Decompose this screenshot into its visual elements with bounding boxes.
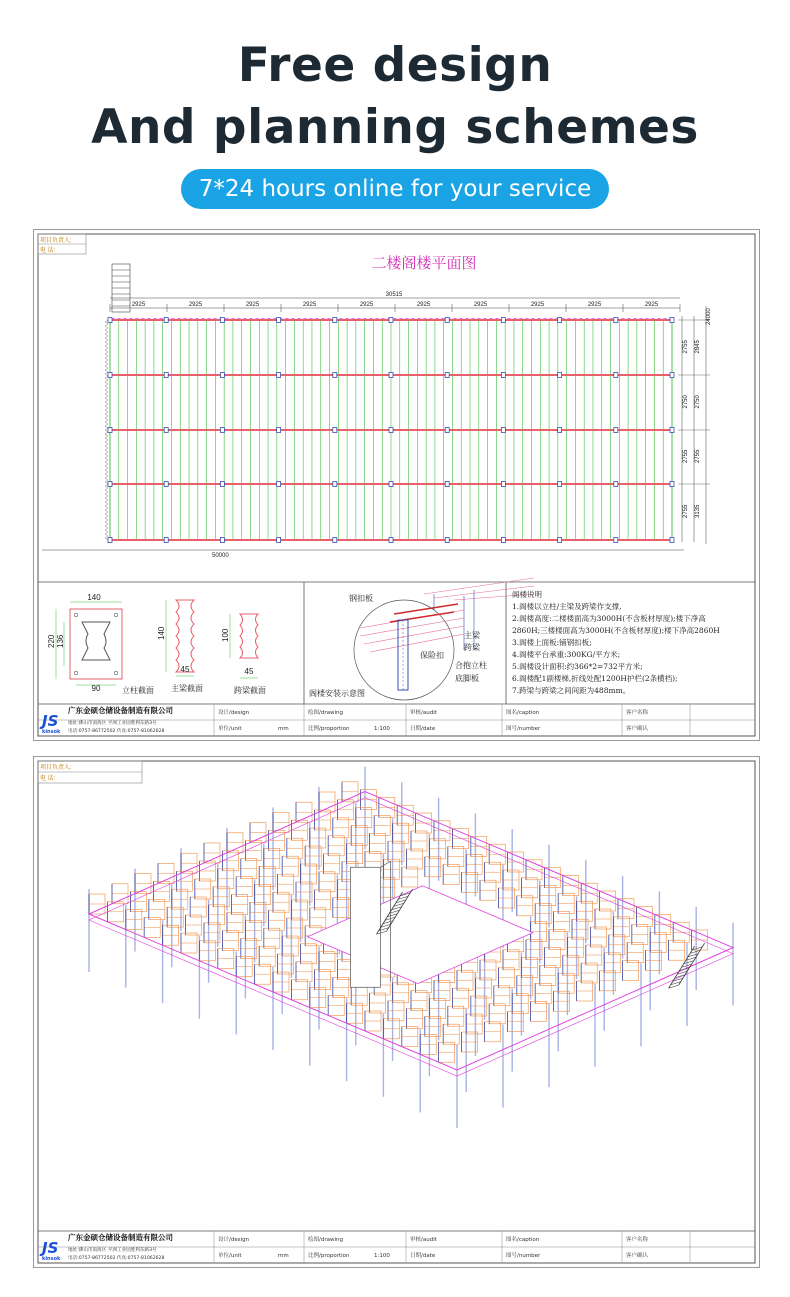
column-post [558,538,562,543]
cross-beam-section [221,614,266,695]
column-post [277,482,281,487]
note-line: 4.阁楼平台承重:300KG/平方米; [512,650,621,659]
bay-dimension-label: 2925 [188,302,203,308]
bay-dimension-row [110,302,680,312]
header-label-2: 电 话: [40,248,56,254]
bay-dimension-label: 2925 [416,302,431,308]
column-post [670,482,674,487]
column-post [277,538,281,543]
tb-audit: 审核/audit [410,1237,437,1243]
header-label-1: 项目负责人: [40,238,72,244]
column-post [389,538,393,543]
stair [669,946,695,988]
column-post [558,318,562,323]
dim-column-h-inner: 136 [56,634,65,648]
column-post [389,373,393,378]
company-address: 地址:佛山市南海区 平洲工业园胜利东路3号 [68,1248,157,1253]
column-post [501,428,505,433]
column-post [445,428,449,433]
right-dim-b: 2755 [695,449,701,463]
company-name: 广东金硕仓储设备制造有限公司 [68,1233,173,1242]
company-phone: 电话:0757-86772502 传真:0757-81062628 [68,729,165,734]
column-post [670,428,674,433]
column-post [220,538,224,543]
column-post [164,373,168,378]
company-address: 地址:佛山市南海区 平洲工业园胜利东路3号 [68,721,157,726]
void-edge [308,886,533,984]
column-section [47,593,154,695]
column-post [445,538,449,543]
tb-unit: 单位/unit [218,1253,242,1259]
note-line: 5.阁楼设计面积:约366*2=732平方米; [512,662,643,671]
column-post [389,428,393,433]
stair-top-left [112,264,130,312]
company-logo-mark: JS [42,1239,59,1257]
column-post [501,318,505,323]
tb-client-confirm: 客户确认 [626,1253,649,1259]
column-post [614,318,618,323]
install-schematic [309,578,534,700]
header-label-2: 电 话: [40,776,56,782]
tb-number: 图号/number [506,1253,541,1259]
label-main-beam-section: 主梁截面 [171,684,203,693]
column-post [333,373,337,378]
column-post [108,482,112,487]
tb-unit: 单位/unit [218,726,242,732]
tb-date: 日期/date [410,726,436,732]
right-dim-b: 3135 [695,504,701,518]
notes-title: 阁楼说明 [512,590,542,599]
column-post [558,373,562,378]
dim-column-h-outer: 220 [47,634,56,648]
note-line: 6.阁楼配1副楼梯,折线处配1200H护栏(2条横档); [512,674,678,683]
column-post [277,373,281,378]
column-post [333,538,337,543]
tb-unit-value: mm [278,1253,289,1259]
title-block [38,1231,755,1263]
column-post [445,482,449,487]
note-line: 2860H;三楼楼面高为3000H(不含板材厚度);楼下净高2860H [512,626,720,635]
right-dim-a: 2755 [683,504,689,518]
plan-title: 二楼阁楼平面图 [371,254,477,272]
bay-dimension-label: 2925 [644,302,659,308]
notes-block [512,589,720,695]
service-badge: 7*24 hours online for your service [181,169,609,209]
tb-design: 设计/design [218,710,250,716]
company-logo-text: kinsok [42,729,61,735]
column-post [558,482,562,487]
lift-shaft [350,867,380,987]
tb-unit-value: mm [278,726,289,732]
tb-proportion-value: 1:100 [374,1253,390,1259]
bay-dimension-label: 2925 [359,302,374,308]
hero-title-line2: And planning schemes [91,100,699,155]
column-post [389,482,393,487]
column-post [389,318,393,323]
column-post [333,318,337,323]
column-post [333,428,337,433]
column-post [220,318,224,323]
column-post [108,428,112,433]
label-cross-beam: 跨梁 [464,643,480,652]
main-beam-section [157,600,203,693]
column-post [670,318,674,323]
dim-main-beam-w: 45 [180,665,190,674]
dim-column-w: 140 [87,593,101,602]
header-label-1: 项目负责人: [40,765,72,771]
mezzanine-grid [105,318,674,543]
note-line: 2.阁楼高度:二楼楼面高为3000H(不含板材厚度);楼下净高 [512,614,706,623]
tb-number: 图号/number [506,726,541,732]
dim-column-base: 90 [91,684,101,693]
tb-proportion: 比例/proportion [308,1253,350,1259]
column-post [333,482,337,487]
column-post [220,373,224,378]
isometric-mezzanine [89,767,733,1128]
floor-plan-drawing [33,229,760,741]
column-post [220,428,224,433]
bay-dimension-label: 2925 [587,302,602,308]
company-name: 广东金硕仓储设备制造有限公司 [68,706,173,715]
company-phone: 电话:0757-86772502 传真:0757-81062628 [68,1256,165,1261]
lift-shaft-edge [380,861,390,867]
column-post [108,318,112,323]
right-dim-b: 2845 [695,340,701,354]
column-post [164,538,168,543]
tb-proportion: 比例/proportion [308,726,350,732]
tb-date: 日期/date [410,1253,436,1259]
column-post [277,428,281,433]
column-post [445,318,449,323]
hero-title-line1: Free design [237,38,553,93]
right-dim-a: 2750 [683,395,689,409]
column-post [614,428,618,433]
tb-client-name: 客户名称 [626,1237,649,1243]
bay-dimension-label: 2925 [131,302,146,308]
hero-banner [0,0,790,225]
tb-proportion-value: 1:100 [374,726,390,732]
column-post [277,318,281,323]
company-logo-text: kinsok [42,1256,61,1262]
install-caption: 阁楼安装示意图 [309,689,365,698]
dim-cross-beam-w: 45 [244,667,254,676]
label-base-plate: 底脚板 [455,674,479,683]
column-post [501,538,505,543]
tb-audit: 审核/audit [410,710,437,716]
label-cross-beam-section: 跨梁截面 [234,686,266,695]
column-post [108,538,112,543]
note-line: 1.阁楼以立柱/主梁及跨梁作支撑, [512,602,622,611]
note-line: 3.阁楼上面板:铺钢扣板; [512,638,592,647]
bay-dimension-label: 2925 [530,302,545,308]
column-post [164,318,168,323]
right-dim-a: 2755 [683,449,689,463]
dim-overall-length: 50000 [212,553,229,559]
tb-drawing: 绘图/drawing [308,710,343,716]
column-post [670,373,674,378]
dim-cross-beam-h: 100 [221,628,230,642]
right-dim-a: 2755 [683,340,689,354]
column-post [614,373,618,378]
column-post [220,482,224,487]
note-line: 7.跨梁与跨梁之间间距为488mm。 [512,686,631,695]
label-main-beam: 主梁 [464,631,480,640]
bay-dimension-label: 2925 [245,302,260,308]
right-dim-b: 2750 [695,395,701,409]
tb-design: 设计/design [218,1237,250,1243]
label-steel-deck: 钢扣板 [349,594,373,603]
bay-dimension-label: 2925 [473,302,488,308]
column-post [558,428,562,433]
tb-caption: 图名/caption [506,1237,540,1243]
column-post [164,428,168,433]
tb-client-name: 客户名称 [626,710,649,716]
tb-caption: 图名/caption [506,710,540,716]
column-post [445,373,449,378]
tb-drawing: 绘图/drawing [308,1237,343,1243]
label-column: 合抱立柱 [455,661,487,670]
column-post [614,538,618,543]
column-post [670,538,674,543]
dim-depth-total: 24000 [706,308,712,325]
label-safety-clip: 保险扣 [420,651,444,660]
tb-client-confirm: 客户确认 [626,726,649,732]
isometric-drawing [33,756,760,1268]
company-logo-mark: JS [42,712,59,730]
column-post [501,373,505,378]
title-block [38,704,755,736]
break-line [105,320,108,540]
dim-main-beam-h: 140 [157,626,166,640]
bay-dimension-label: 2925 [302,302,317,308]
column-post [614,482,618,487]
label-column-section: 立柱截面 [122,686,154,695]
column-post [501,482,505,487]
column-post [164,482,168,487]
column-post [108,373,112,378]
dim-total-width: 30515 [385,292,403,298]
